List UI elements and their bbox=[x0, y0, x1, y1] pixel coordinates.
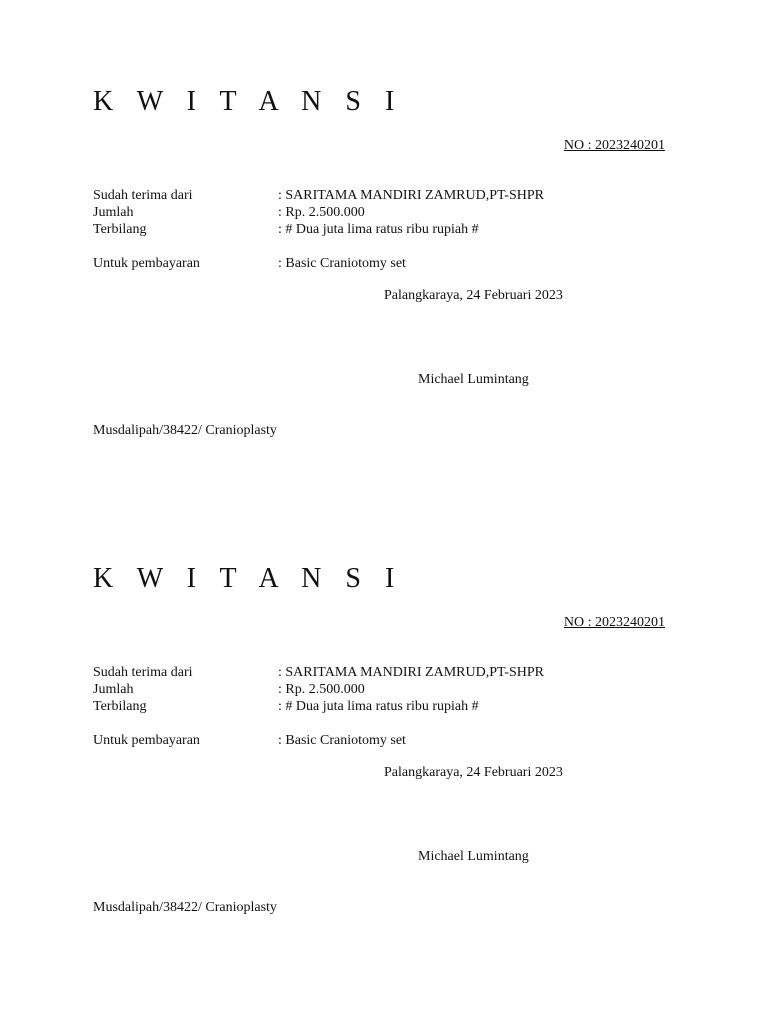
received-from-value: : SARITAMA MANDIRI ZAMRUD,PT-SHPR bbox=[278, 665, 544, 680]
amount-in-words-label: Terbilang bbox=[93, 699, 147, 714]
amount-value: : Rp. 2.500.000 bbox=[278, 682, 365, 697]
reference-note: Musdalipah/38422/ Cranioplasty bbox=[93, 900, 277, 915]
reference-note: Musdalipah/38422/ Cranioplasty bbox=[93, 423, 277, 438]
receipt bbox=[0, 477, 768, 954]
place-date: Palangkaraya, 24 Februari 2023 bbox=[384, 765, 563, 780]
received-from-label: Sudah terima dari bbox=[93, 188, 193, 203]
receipt-title: K W I T A N S I bbox=[93, 86, 403, 117]
payment-for-value: : Basic Craniotomy set bbox=[278, 733, 406, 748]
amount-label: Jumlah bbox=[93, 205, 134, 220]
receipt-title: K W I T A N S I bbox=[93, 563, 403, 594]
signer-name: Michael Lumintang bbox=[418, 849, 529, 864]
amount-value: : Rp. 2.500.000 bbox=[278, 205, 365, 220]
payment-for-label: Untuk pembayaran bbox=[93, 733, 200, 748]
payment-for-label: Untuk pembayaran bbox=[93, 256, 200, 271]
receipt-number: NO : 2023240201 bbox=[563, 138, 665, 153]
signer-name: Michael Lumintang bbox=[418, 372, 529, 387]
amount-in-words-value: : # Dua juta lima ratus ribu rupiah # bbox=[278, 222, 479, 237]
receipt bbox=[0, 0, 768, 477]
amount-in-words-label: Terbilang bbox=[93, 222, 147, 237]
received-from-label: Sudah terima dari bbox=[93, 665, 193, 680]
receipt-number: NO : 2023240201 bbox=[563, 615, 665, 630]
amount-label: Jumlah bbox=[93, 682, 134, 697]
received-from-value: : SARITAMA MANDIRI ZAMRUD,PT-SHPR bbox=[278, 188, 544, 203]
payment-for-value: : Basic Craniotomy set bbox=[278, 256, 406, 271]
place-date: Palangkaraya, 24 Februari 2023 bbox=[384, 288, 563, 303]
amount-in-words-value: : # Dua juta lima ratus ribu rupiah # bbox=[278, 699, 479, 714]
